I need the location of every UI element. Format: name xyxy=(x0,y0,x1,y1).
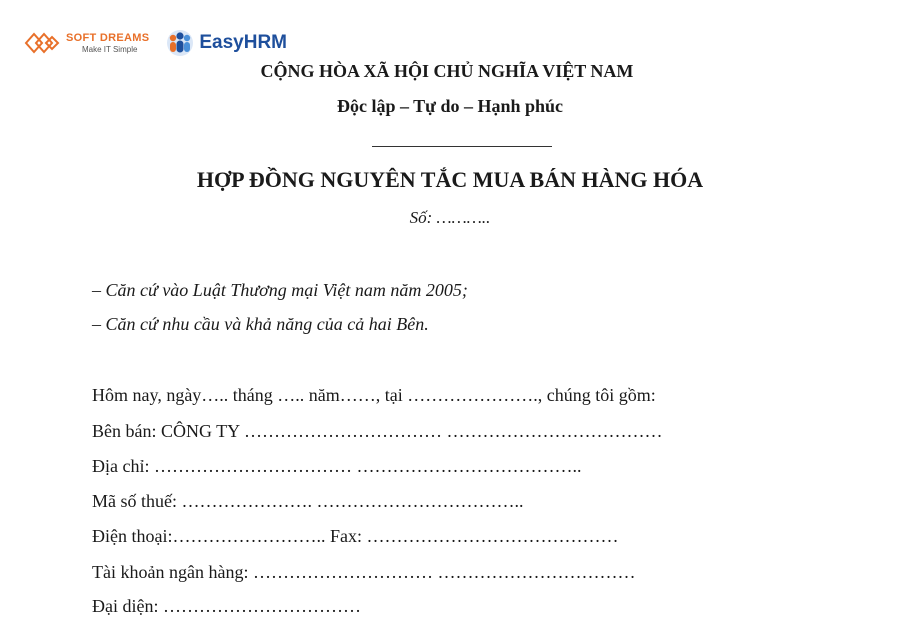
legal-basis-line: – Căn cứ vào Luật Thương mại Việt nam năm 2005; xyxy=(92,280,468,300)
nation-heading: CỘNG HÒA XÃ HỘI CHỦ NGHĨA VIỆT NAM xyxy=(260,61,634,81)
header-logos xyxy=(22,26,287,60)
softdreams-tagline: Make IT Simple xyxy=(82,44,138,54)
softdreams-mark-icon xyxy=(22,28,62,58)
easyhrm-logo xyxy=(163,28,287,58)
easyhrm-name: EasyHRM xyxy=(199,32,288,53)
seller-address-line: Địa chỉ: …………………………… ……………………………….. xyxy=(92,456,582,476)
header-divider xyxy=(372,146,552,147)
seller-company-line: Bên bán: CÔNG TY …………………………… ……………………………… xyxy=(92,421,663,441)
softdreams-name: SOFT DREAMS xyxy=(66,31,150,44)
motto-heading: Độc lập – Tự do – Hạnh phúc xyxy=(336,96,564,116)
softdreams-logo xyxy=(22,28,149,58)
contract-number: Số: ……….. xyxy=(409,208,491,227)
seller-phone-fax-line: Điện thoại:…………………….. Fax: …………………………………… xyxy=(92,526,619,546)
seller-tax-code-line: Mã số thuế: …………………. …………………………….. xyxy=(92,491,524,511)
contract-date-line: Hôm nay, ngày….. tháng ….. năm……, tại …………………., chúng tôi gồm: xyxy=(92,385,656,405)
legal-basis-line: – Căn cứ nhu cầu và khả năng của cả hai Bên. xyxy=(92,314,429,334)
seller-representative-line: Đại diện: …………………………… xyxy=(92,596,361,616)
easyhrm-people-icon xyxy=(163,28,197,58)
contract-title: HỢP ĐỒNG NGUYÊN TẮC MUA BÁN HÀNG HÓA xyxy=(196,167,704,192)
seller-bank-account-line: Tài khoản ngân hàng: ………………………… …………………………… xyxy=(92,562,636,582)
